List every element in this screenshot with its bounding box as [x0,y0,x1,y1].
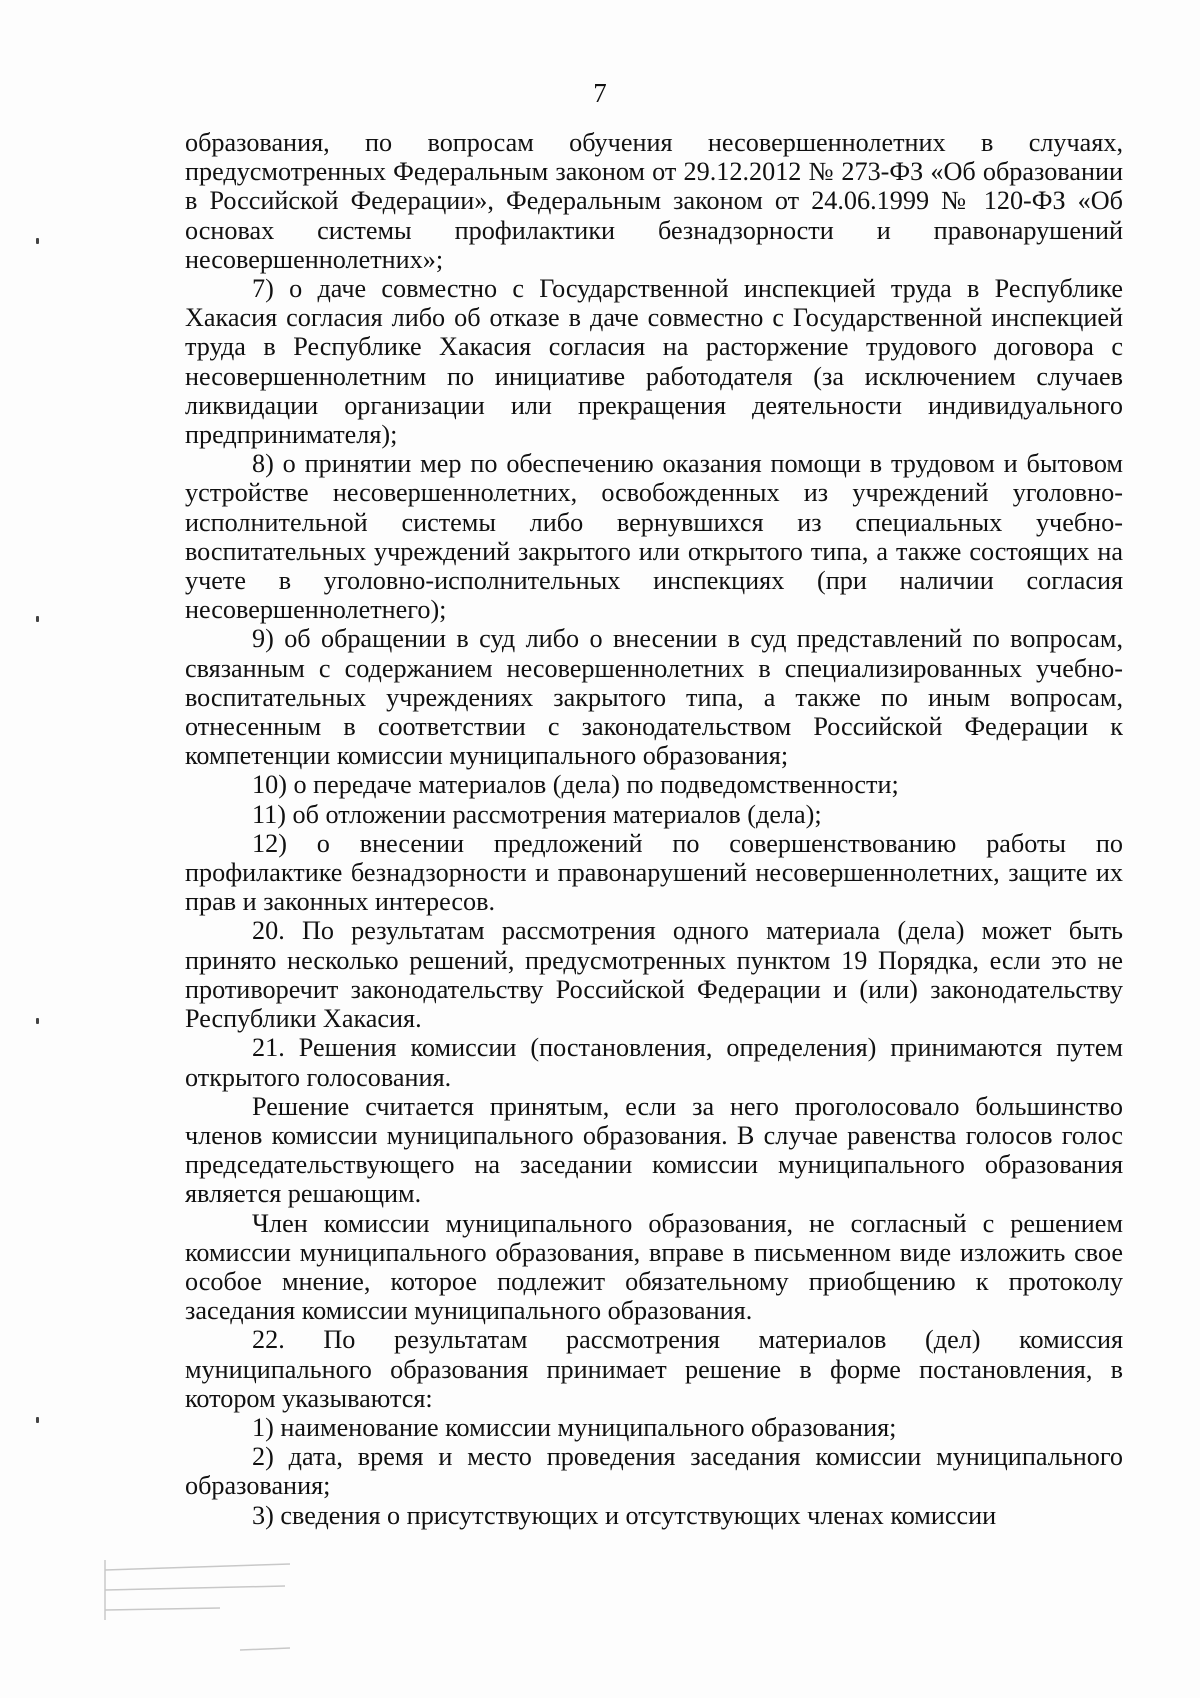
list-item-3: 3) сведения о присутствующих и отсутствующих членах комиссии [252,1500,997,1530]
list-item-10: 10) о передаче материалов (дела) по подведомственности; [252,770,899,800]
scan-speck [36,238,39,244]
clause-22: 22. По результатам рассмотрения материалов (дел) комиссия муниципального образования принимает решение в форме постановления, в котором указываются: [185,1325,1123,1413]
list-item-9: 9) об обращении в суд либо о внесении в суд представлений по вопросам, связанным с содержанием несовершеннолетних в специализированных учебно-воспитательных учреждениях закрытого типа, а также по иным вопросам, отнесенным в соответствии с законодательством Российской Федерации к компетенции комиссии муниципального образования; [185,624,1123,771]
list-item-1: 1) наименование комиссии муниципального образования; [252,1412,897,1442]
list-item-12: 12) о внесении предложений по совершенствованию работы по профилактике безнадзорности и правонарушений несовершеннолетних, защите их прав и законных интересов. [185,828,1123,917]
paragraph-dissenting-opinion: Член комиссии муниципального образования, не согласный с решением комиссии муниципального образования, вправе в письменном виде изложить свое особое мнение, которое подлежит обязательному приобщению к протоколу заседания комиссии муниципального образования. [185,1208,1123,1326]
page-number: 7 [593,78,607,108]
scan-speck [36,1018,39,1024]
scan-speck [36,616,39,622]
paragraph-majority-rule: Решение считается принятым, если за него проголосовало большинство членов комиссии муниципального образования. В случае равенства голосов голос председательствующего на заседании комиссии муниципального образования является решающим. [185,1091,1123,1209]
clause-20: 20. По результатам рассмотрения одного материала (дела) может быть принято несколько решений, предусмотренных пунктом 19 Порядка, если это не противоречит законодательству Российской Федерации и (или) законодательству Республики Хакасия. [185,916,1123,1034]
list-item-2: 2) дата, время и место проведения заседания комиссии муниципального образования; [185,1442,1123,1501]
faint-stamp-marks [100,1550,310,1660]
scan-speck [36,1417,39,1423]
list-item-8: 8) о принятии мер по обеспечению оказания помощи в трудовом и бытовом устройстве несовершеннолетних, освобожденных из учреждений уголовно-исполнительной системы либо вернувшихся из специальных учебно-воспитательных учреждений закрытого или открытого типа, а также состоящих на учете в уголовно-исполнительных инспекциях (при наличии согласия несовершеннолетнего); [185,449,1123,625]
list-item-11: 11) об отложении рассмотрения материалов (дела); [252,799,822,829]
paragraph-continuation: образования, по вопросам обучения несовершеннолетних в случаях, предусмотренных Федеральным законом от 29.12.2012 № 273-ФЗ «Об образовании в Российской Федерации», Федеральным законом от 24.06.1999 № 120-ФЗ «Об основах системы профилактики безнадзорности и правонарушений несовершеннолетних»; [185,128,1123,274]
clause-21: 21. Решения комиссии (постановления, определения) принимаются путем открытого голосования. [185,1033,1123,1092]
document-body [185,128,1123,1530]
list-item-7: 7) о даче совместно с Государственной инспекцией труда в Республике Хакасия согласия либо об отказе в даче совместно с Государственной инспекцией труда в Республике Хакасия согласия на расторжение трудового договора с несовершеннолетним по инициативе работодателя (за исключением случаев ликвидации организации или прекращения деятельности индивидуального предпринимателя); [185,274,1123,450]
